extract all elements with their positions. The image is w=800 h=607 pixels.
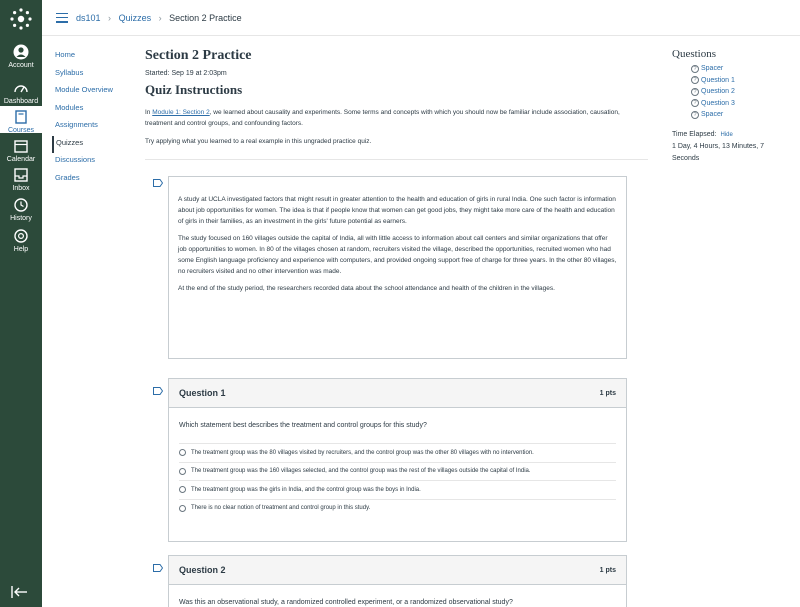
question-icon: ?: [691, 99, 699, 107]
breadcrumb-quizzes[interactable]: Quizzes: [118, 12, 152, 23]
answer-option[interactable]: [179, 462, 616, 481]
instructions-text: [145, 107, 625, 129]
breadcrumb-course[interactable]: ds101: [76, 12, 101, 23]
nav-courses[interactable]: [0, 106, 42, 133]
hide-timer-link[interactable]: Hide: [720, 131, 733, 138]
nav-help-label: Help: [13, 246, 29, 253]
breadcrumb-separator: ›: [158, 12, 162, 23]
question-points: 1 pts: [599, 566, 616, 574]
page-title: Section 2 Practice: [145, 48, 252, 63]
course-nav-discussions[interactable]: Discussions: [55, 155, 96, 164]
courses-icon: [13, 109, 29, 125]
nav-account[interactable]: [0, 44, 42, 74]
account-icon: [13, 44, 29, 60]
course-nav-assignments[interactable]: Assignments: [55, 120, 98, 129]
question-header: [169, 379, 626, 408]
nav-dashboard-label: Dashboard: [3, 98, 39, 105]
question-1: [168, 378, 627, 542]
time-elapsed: [672, 129, 782, 165]
question-title: Question 1: [179, 388, 226, 398]
divider: [145, 159, 648, 160]
quiz-header: [145, 48, 627, 145]
answer-text: The treatment group was the 80 villages visited by recruiters, and the control group was the other 80 villages with no intervention.: [191, 449, 534, 456]
started-time: Started: Sep 19 at 2:03pm: [145, 70, 227, 77]
question-link-spacer[interactable]: ? Spacer: [691, 109, 782, 121]
time-label: Time Elapsed:: [672, 130, 717, 138]
question-text: Which statement best describes the treatment and control groups for this study?: [179, 422, 427, 429]
canvas-logo-icon[interactable]: [0, 0, 42, 38]
question-link-3[interactable]: ? Question 3: [691, 98, 782, 110]
calendar-icon: [13, 138, 29, 154]
passage-paragraph: At the end of the study period, the researchers recorded data about the school attendance and health of the children in the villages.: [178, 285, 555, 292]
question-sidebar: [672, 48, 782, 164]
question-icon: ?: [691, 65, 699, 73]
passage-paragraph: A study at UCLA investigated factors that might result in greater attention to the health and education of girls in rural India. One such factor is information about job opportunities for women. The idea is that if people know that women can get good jobs, they might take more care of the health and education of girls in their families, as an investment in the girls' future potential as earners.: [178, 196, 616, 225]
flag-icon[interactable]: [153, 387, 163, 395]
global-nav: [0, 0, 42, 607]
time-value: 1 Day, 4 Hours, 13 Minutes, 7 Seconds: [672, 143, 765, 162]
course-nav-syllabus[interactable]: Syllabus: [55, 67, 84, 77]
collapse-nav-icon[interactable]: [10, 584, 30, 600]
question-icon: ?: [691, 76, 699, 84]
question-2: [168, 555, 627, 607]
intro-prefix: In: [145, 109, 153, 116]
questions-heading: Questions: [672, 48, 716, 60]
course-menu-toggle-icon[interactable]: [56, 13, 68, 23]
question-icon: ?: [691, 88, 699, 96]
answer-option[interactable]: [179, 480, 616, 499]
course-nav-grades[interactable]: Grades: [55, 172, 80, 182]
flag-icon[interactable]: [153, 564, 163, 572]
question-link-spacer[interactable]: ? Spacer: [691, 63, 782, 75]
answer-text: The treatment group was the 160 villages selected, and the control group was the rest of the villages outside the capital of India.: [191, 468, 531, 475]
dashboard-icon: [13, 80, 29, 96]
course-nav-home[interactable]: Home: [55, 50, 76, 59]
nav-inbox-label: Inbox: [12, 185, 30, 192]
radio-button[interactable]: [179, 505, 186, 512]
question-text: Was this an observational study, a randomized controlled experiment, or a randomized observational study?: [179, 599, 513, 606]
question-header: [169, 556, 626, 585]
question-link-1[interactable]: ? Question 1: [691, 75, 782, 87]
instructions-title: Quiz Instructions: [145, 82, 243, 97]
course-nav-module-overview[interactable]: Module Overview: [55, 85, 113, 94]
radio-button[interactable]: [179, 468, 186, 475]
nav-calendar[interactable]: [0, 138, 42, 162]
question-icon: ?: [691, 111, 699, 119]
course-nav-quizzes[interactable]: Quizzes: [52, 136, 132, 154]
answer-option[interactable]: [179, 443, 616, 462]
intro-suffix: , we learned about causality and experiments. Some terms and concepts with which you should now be familiar include association, causation, treatment and control groups, and confounding factors.: [145, 109, 620, 127]
course-nav-modules[interactable]: Modules: [55, 102, 84, 112]
breadcrumb-current: Section 2 Practice: [169, 12, 242, 23]
help-icon: [13, 228, 29, 244]
radio-button[interactable]: [179, 449, 186, 456]
nav-calendar-label: Calendar: [6, 156, 36, 163]
passage-box: [168, 176, 627, 359]
module-link[interactable]: Module 1: Section 2: [152, 109, 210, 116]
course-nav: [52, 48, 132, 188]
passage-paragraph: The study focused on 160 villages outside the capital of India, all with little access to information about call centers and similar organizations that offer job opportunities to women. In 80 of the villages chosen at random, recruiters visited the village, described the opportunities, recruited women who had some English language proficiency and experience with computers, and provided ongoing support free of charge for three years. In the other 80 villages, no recruiters visited and no other intervention was made.: [178, 235, 617, 275]
question-link-2[interactable]: ? Question 2: [691, 86, 782, 98]
practice-note: Try applying what you learned to a real example in this ungraded practice quiz.: [145, 138, 372, 145]
nav-dashboard[interactable]: [0, 80, 42, 104]
nav-history-label: History: [10, 215, 32, 222]
question-title: Question 2: [179, 565, 226, 575]
breadcrumb: [76, 13, 242, 23]
flag-icon[interactable]: [153, 179, 163, 187]
nav-courses-label: Courses: [7, 127, 35, 134]
answer-text: There is no clear notion of treatment and control group in this study.: [191, 505, 371, 512]
nav-inbox[interactable]: [0, 167, 42, 191]
breadcrumb-bar: [42, 0, 800, 36]
answer-text: The treatment group was the girls in India, and the control group was the boys in India.: [191, 486, 421, 493]
answer-option[interactable]: [179, 499, 616, 518]
history-icon: [13, 197, 29, 213]
nav-account-label: Account: [8, 62, 34, 69]
question-points: 1 pts: [599, 389, 616, 397]
radio-button[interactable]: [179, 486, 186, 493]
inbox-icon: [13, 167, 29, 183]
nav-help[interactable]: [0, 228, 42, 252]
breadcrumb-separator: ›: [108, 12, 112, 23]
nav-history[interactable]: [0, 197, 42, 221]
